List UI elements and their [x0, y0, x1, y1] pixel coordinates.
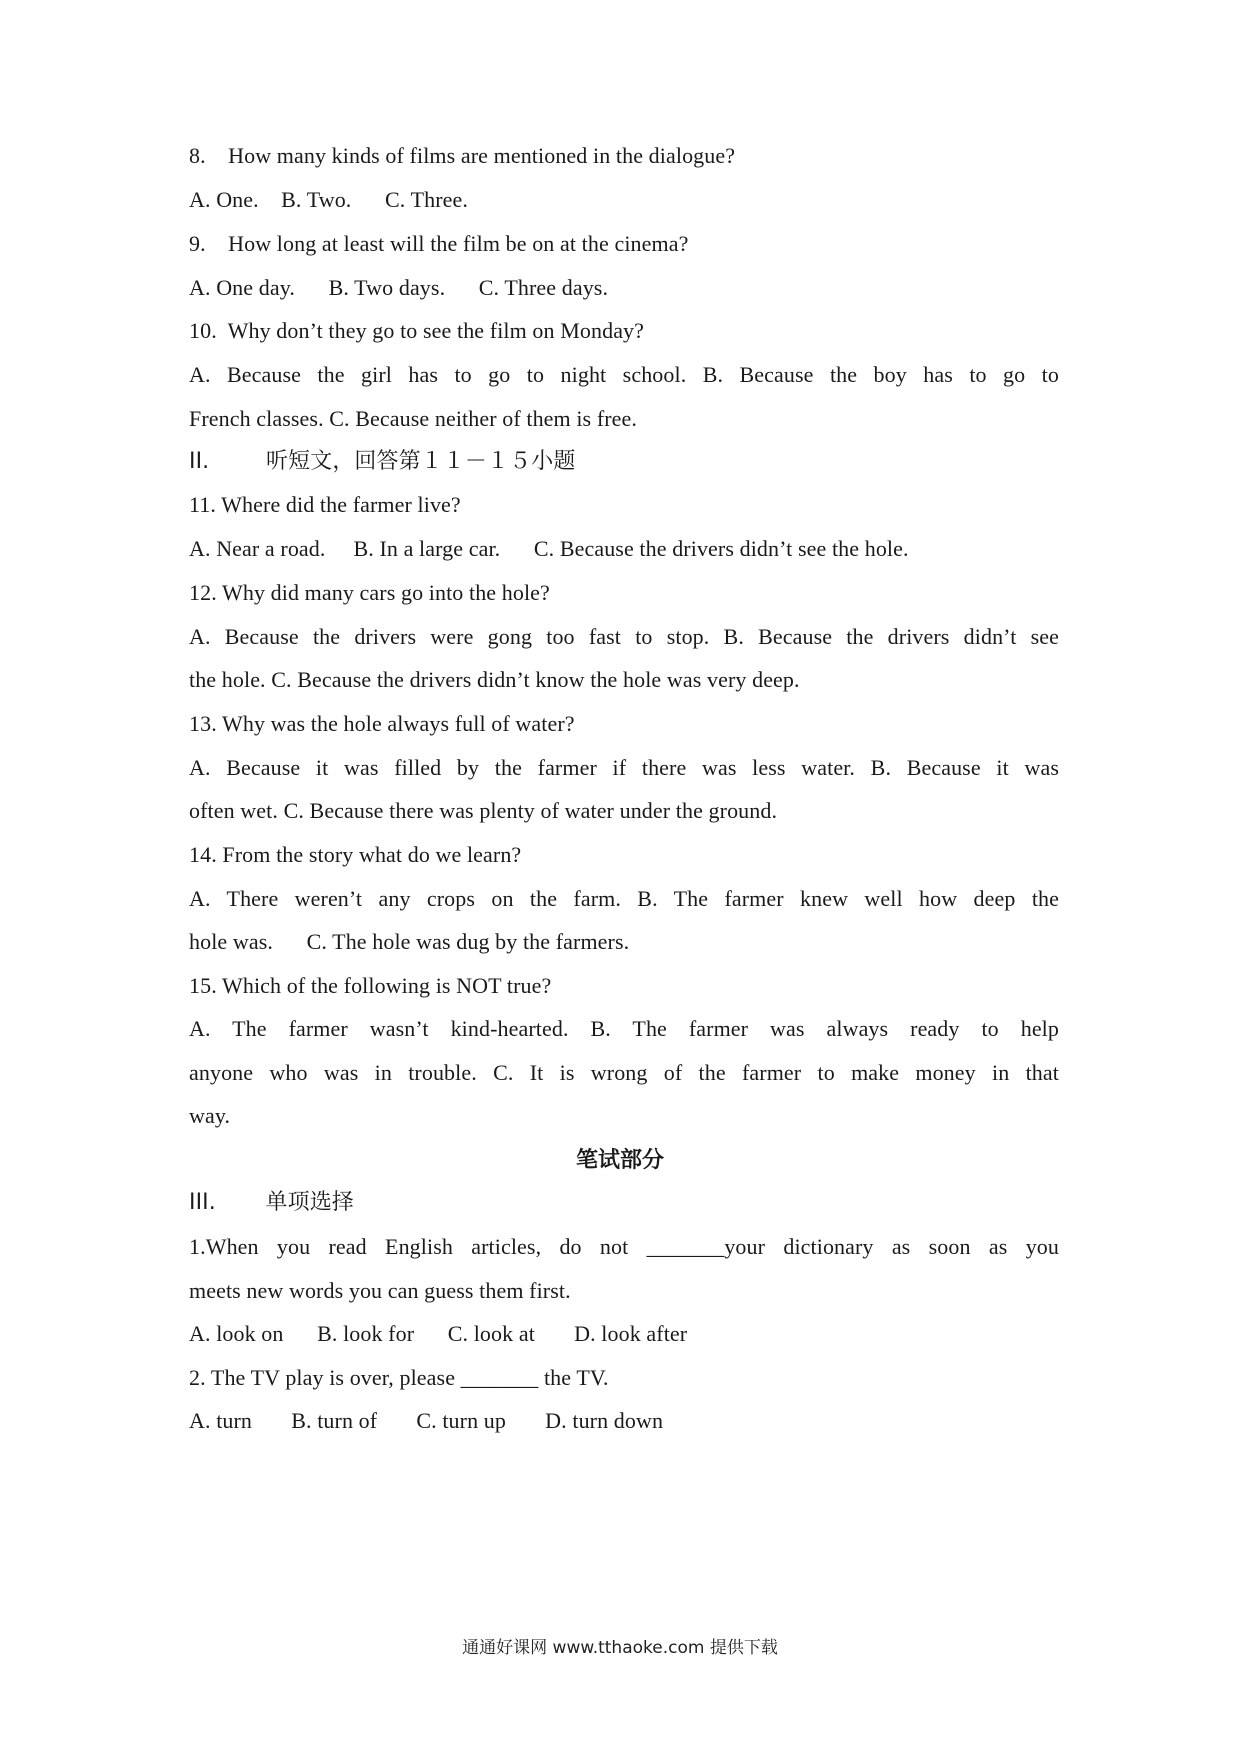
- question-12-options-line-2: the hole. C. Because the drivers didn’t know the hole was very deep.: [189, 667, 800, 692]
- question-14-options-line-1: A. There weren’t any crops on the farm. B. The farmer knew well how deep the: [189, 886, 1059, 911]
- question-12: 12. Why did many cars go into the hole?: [189, 580, 550, 605]
- question-15-options-line-1: A. The farmer wasn’t kind-hearted. B. The farmer was always ready to help: [189, 1016, 1059, 1041]
- question-9: 9. How long at least will the film be on at the cinema?: [189, 231, 689, 256]
- written-question-2-options: A. turn B. turn of C. turn up D. turn down: [189, 1408, 664, 1433]
- section-iii-heading: III. 单项选择: [189, 1190, 354, 1215]
- question-15: 15. Which of the following is NOT true?: [189, 973, 552, 998]
- question-13: 13. Why was the hole always full of water?: [189, 711, 575, 736]
- written-question-2: 2. The TV play is over, please _______ the TV.: [189, 1365, 609, 1390]
- question-12-options-line-1: A. Because the drivers were gong too fast to stop. B. Because the drivers didn’t see: [189, 624, 1059, 649]
- written-question-1-line-1: 1.When you read English articles, do not _______your dictionary as soon as you: [189, 1234, 1059, 1259]
- written-section-heading: 笔试部分: [575, 1148, 664, 1173]
- question-8: 8. How many kinds of films are mentioned in the dialogue?: [189, 143, 736, 168]
- question-15-options-line-3: way.: [189, 1103, 231, 1128]
- question-10-options-line-2: French classes. C. Because neither of them is free.: [189, 406, 637, 431]
- written-question-1-options: A. look on B. look for C. look at D. look after: [189, 1321, 688, 1346]
- question-8-options: A. One. B. Two. C. Three.: [189, 187, 468, 212]
- question-9-options: A. One day. B. Two days. C. Three days.: [189, 275, 609, 300]
- section-ii-heading: II. 听短文，回答第１１－１５小题: [189, 449, 576, 474]
- question-10: 10. Why don’t they go to see the film on Monday?: [189, 318, 645, 343]
- question-11: 11. Where did the farmer live?: [189, 492, 461, 517]
- question-14-options-line-2: hole was. C. The hole was dug by the farmers.: [189, 929, 630, 954]
- question-15-options-line-2: anyone who was in trouble. C. It is wrong of the farmer to make money in that: [189, 1060, 1059, 1085]
- question-13-options-line-1: A. Because it was filled by the farmer if there was less water. B. Because it was: [189, 755, 1059, 780]
- question-13-options-line-2: often wet. C. Because there was plenty of water under the ground.: [189, 798, 778, 823]
- question-10-options-line-1: A. Because the girl has to go to night school. B. Because the boy has to go to: [189, 362, 1059, 387]
- written-question-1-line-2: meets new words you can guess them first.: [189, 1278, 571, 1303]
- question-14: 14. From the story what do we learn?: [189, 842, 522, 867]
- question-11-options: A. Near a road. B. In a large car. C. Because the drivers didn’t see the hole.: [189, 536, 909, 561]
- page-footer: 通通好课网 www.tthaoke.com 提供下载: [462, 1638, 778, 1658]
